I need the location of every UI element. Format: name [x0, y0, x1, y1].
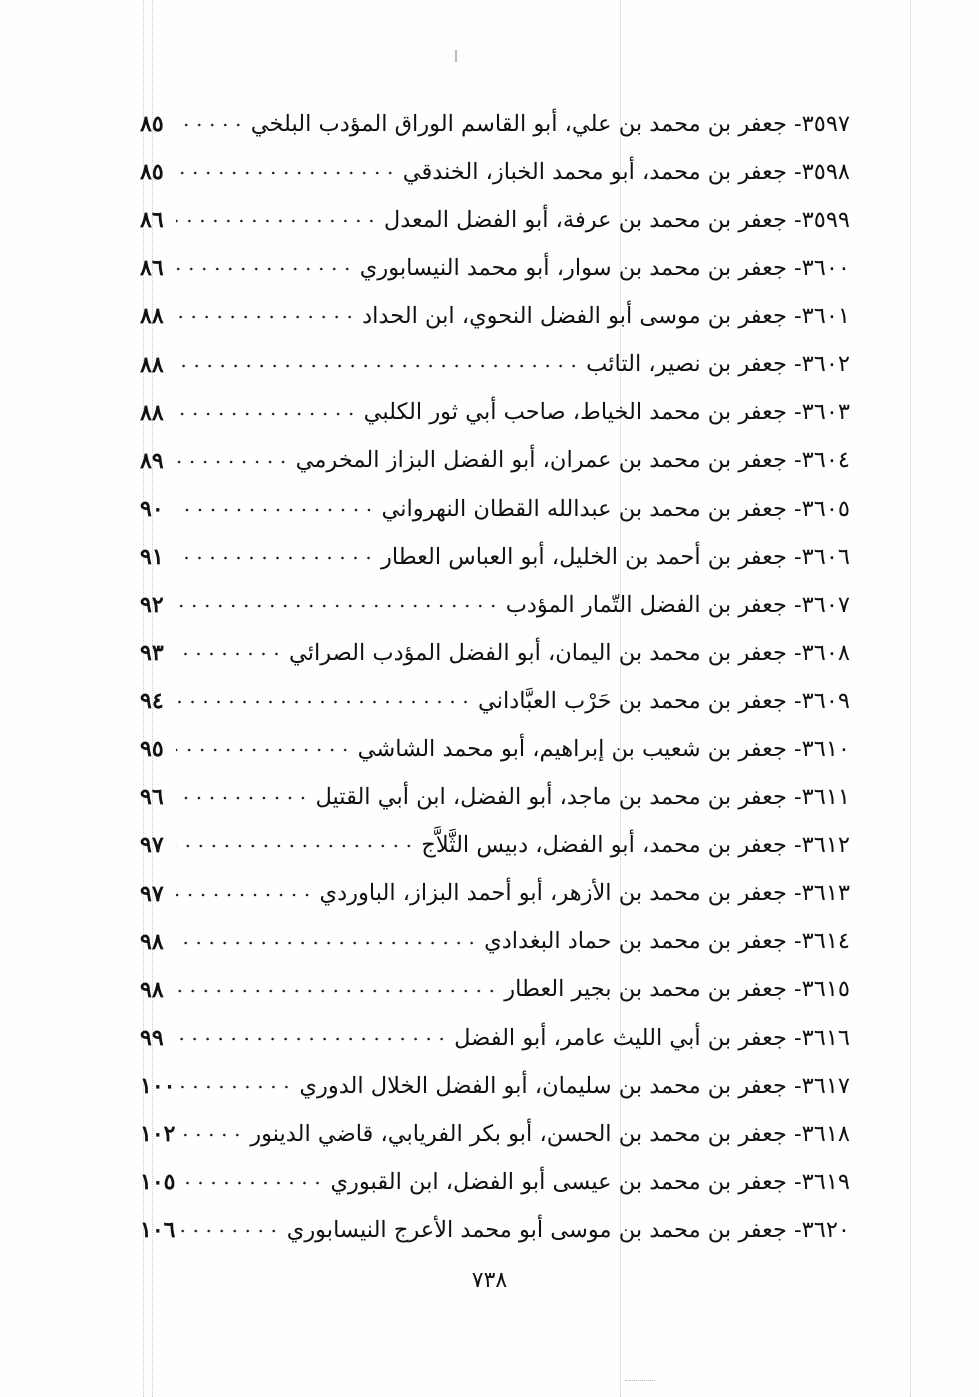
toc-entry [140, 148, 850, 196]
dot-leader [176, 503, 375, 517]
dot-leader [176, 647, 283, 661]
entry-title: ٣٦١٧- جعفر بن محمد بن سليمان، أبو الفضل الخلال الدوري [299, 1072, 850, 1099]
toc-entry [140, 725, 850, 773]
entry-page-number: ١٠٢ [140, 1121, 176, 1148]
entry-title: ٣٥٩٩- جعفر بن محمد بن عرفة، أبو الفضل المعدل [383, 206, 850, 233]
dot-leader [176, 984, 498, 998]
dot-leader [181, 1128, 244, 1142]
toc-entry [140, 485, 850, 533]
entry-page-number: ١٠٠ [140, 1072, 176, 1099]
entry-title: ٣٦٠٨- جعفر بن محمد بن اليمان، أبو الفضل المؤدب الصرائي [288, 639, 850, 666]
entry-title: ٣٦٠٩- جعفر بن محمد بن حَرْب العبَّاداني [478, 687, 850, 714]
entry-title: ٣٦٢٠- جعفر بن محمد بن موسى أبو محمد الأعرج النيسابوري [286, 1216, 850, 1243]
toc-entry [140, 1014, 850, 1062]
dot-leader [176, 599, 500, 613]
toc-entry [140, 1110, 850, 1158]
dot-leader [176, 407, 358, 421]
entry-title: ٣٦١٤- جعفر بن محمد بن حماد البغدادي [484, 928, 850, 955]
scan-artifact-line [910, 0, 911, 1397]
entry-title: ٣٦١٩- جعفر بن محمد بن عيسى أبو الفضل، ابن القبوري [330, 1168, 850, 1195]
entry-page-number: ٨٥ [140, 111, 164, 138]
entry-page-number: ٨٥ [140, 159, 164, 186]
entry-title: ٣٦١٠- جعفر بن شعيب بن إبراهيم، أبو محمد الشاشي [357, 736, 850, 763]
toc-entry [140, 581, 850, 629]
toc-entry [140, 773, 850, 821]
entry-title: ٣٦١٢- جعفر بن محمد، أبو الفضل، دبيس الثَّلاَّج [421, 832, 850, 859]
entry-title: ٣٦٠٢- جعفر بن نصير، التائب [586, 351, 850, 378]
dot-leader [176, 791, 309, 805]
dot-leader [181, 1080, 293, 1094]
toc-entry [140, 437, 850, 485]
entry-title: ٣٦٠٠- جعفر بن محمد بن سوار، أبو محمد النيسابوري [359, 255, 850, 282]
toc-entry [140, 292, 850, 340]
toc-entry [140, 918, 850, 966]
toc-entry [140, 821, 850, 869]
entry-title: ٣٥٩٧- جعفر بن محمد بن علي، أبو القاسم الوراق المؤدب البلخي [250, 110, 850, 137]
dot-leader [176, 359, 580, 373]
entry-page-number: ٩٨ [140, 976, 164, 1003]
entry-page-number: ٨٦ [140, 255, 164, 282]
entry-page-number: ٩١ [140, 543, 164, 570]
dot-leader [176, 262, 354, 276]
toc-entry [140, 389, 850, 437]
entry-page-number: ٩٧ [140, 880, 164, 907]
dot-leader [176, 839, 415, 853]
toc-entry [140, 340, 850, 388]
entry-page-number: ٩٤ [140, 688, 164, 715]
toc-entry [140, 196, 850, 244]
dot-leader [176, 166, 397, 180]
toc-entry [140, 244, 850, 292]
page-number: ٧٣٨ [471, 1268, 508, 1293]
entry-page-number: ٨٩ [140, 447, 164, 474]
entry-page-number: ١٠٥ [140, 1169, 176, 1196]
toc-entry [140, 100, 850, 148]
dot-leader [176, 743, 352, 757]
entry-title: ٣٦٠٤- جعفر بن محمد بن عمران، أبو الفضل البزاز المخرمي [295, 447, 850, 474]
entry-title: ٣٦١٦- جعفر بن أبي الليث عامر، أبو الفضل [454, 1024, 850, 1051]
entry-title: ٣٦١٥- جعفر بن محمد بن بجير العطار [504, 976, 850, 1003]
entry-page-number: ٩٨ [140, 928, 164, 955]
entry-page-number: ٩٧ [140, 832, 164, 859]
entry-page-number: ٩٢ [140, 591, 164, 618]
dot-leader [176, 551, 375, 565]
entry-title: ٣٦٠٣- جعفر بن محمد الخياط، صاحب أبي ثور الكلبي [363, 399, 850, 426]
entry-page-number: ٨٨ [140, 399, 164, 426]
dot-leader [176, 936, 478, 950]
entry-title: ٣٦٠٦- جعفر بن أحمد بن الخليل، أبو العباس العطار [381, 543, 850, 570]
entry-page-number: ٨٨ [140, 303, 164, 330]
toc-entry [140, 629, 850, 677]
entry-page-number: ٩٠ [140, 495, 164, 522]
entry-title: ٣٦١٨- جعفر بن محمد بن الحسن، أبو بكر الفريابي، قاضي الدينور [250, 1120, 850, 1147]
toc-entry [140, 1206, 850, 1254]
dot-leader [176, 455, 290, 469]
entry-page-number: ٨٨ [140, 351, 164, 378]
dot-leader [181, 1176, 324, 1190]
entry-title: ٣٦٠١- جعفر بن موسى أبو الفضل النحوي، ابن الحداد [362, 303, 850, 330]
toc-entry [140, 966, 850, 1014]
table-of-contents [140, 100, 850, 1254]
dot-leader [176, 310, 356, 324]
scan-artifact-mark [455, 50, 457, 62]
toc-entry [140, 1062, 850, 1110]
toc-entry [140, 1158, 850, 1206]
toc-entry [140, 870, 850, 918]
entry-title: ٣٦١١- جعفر بن محمد بن ماجد، أبو الفضل، ابن أبي القتيل [315, 784, 850, 811]
dot-leader [176, 695, 472, 709]
dot-leader [176, 888, 314, 902]
entry-page-number: ٩٥ [140, 736, 164, 763]
entry-page-number: ٩٩ [140, 1024, 164, 1051]
dot-leader [176, 214, 378, 228]
entry-page-number: ٩٦ [140, 784, 164, 811]
toc-entry [140, 533, 850, 581]
dot-leader [176, 1032, 448, 1046]
dot-leader [181, 1224, 280, 1238]
entry-page-number: ١٠٦ [140, 1217, 176, 1244]
toc-entry [140, 677, 850, 725]
entry-title: ٣٦١٣- جعفر بن محمد بن الأزهر، أبو أحمد البزاز، الباوردي [319, 880, 850, 907]
entry-page-number: ٨٦ [140, 207, 164, 234]
entry-title: ٣٦٠٧- جعفر بن الفضل التّمار المؤدب [505, 591, 850, 618]
dot-leader [176, 118, 245, 132]
scan-artifact-mark [625, 1380, 655, 1381]
entry-title: ٣٥٩٨- جعفر بن محمد، أبو محمد الخباز، الخندقي [402, 158, 850, 185]
entry-title: ٣٦٠٥- جعفر بن محمد بن عبدالله القطان النهرواني [381, 495, 850, 522]
entry-page-number: ٩٣ [140, 640, 164, 667]
